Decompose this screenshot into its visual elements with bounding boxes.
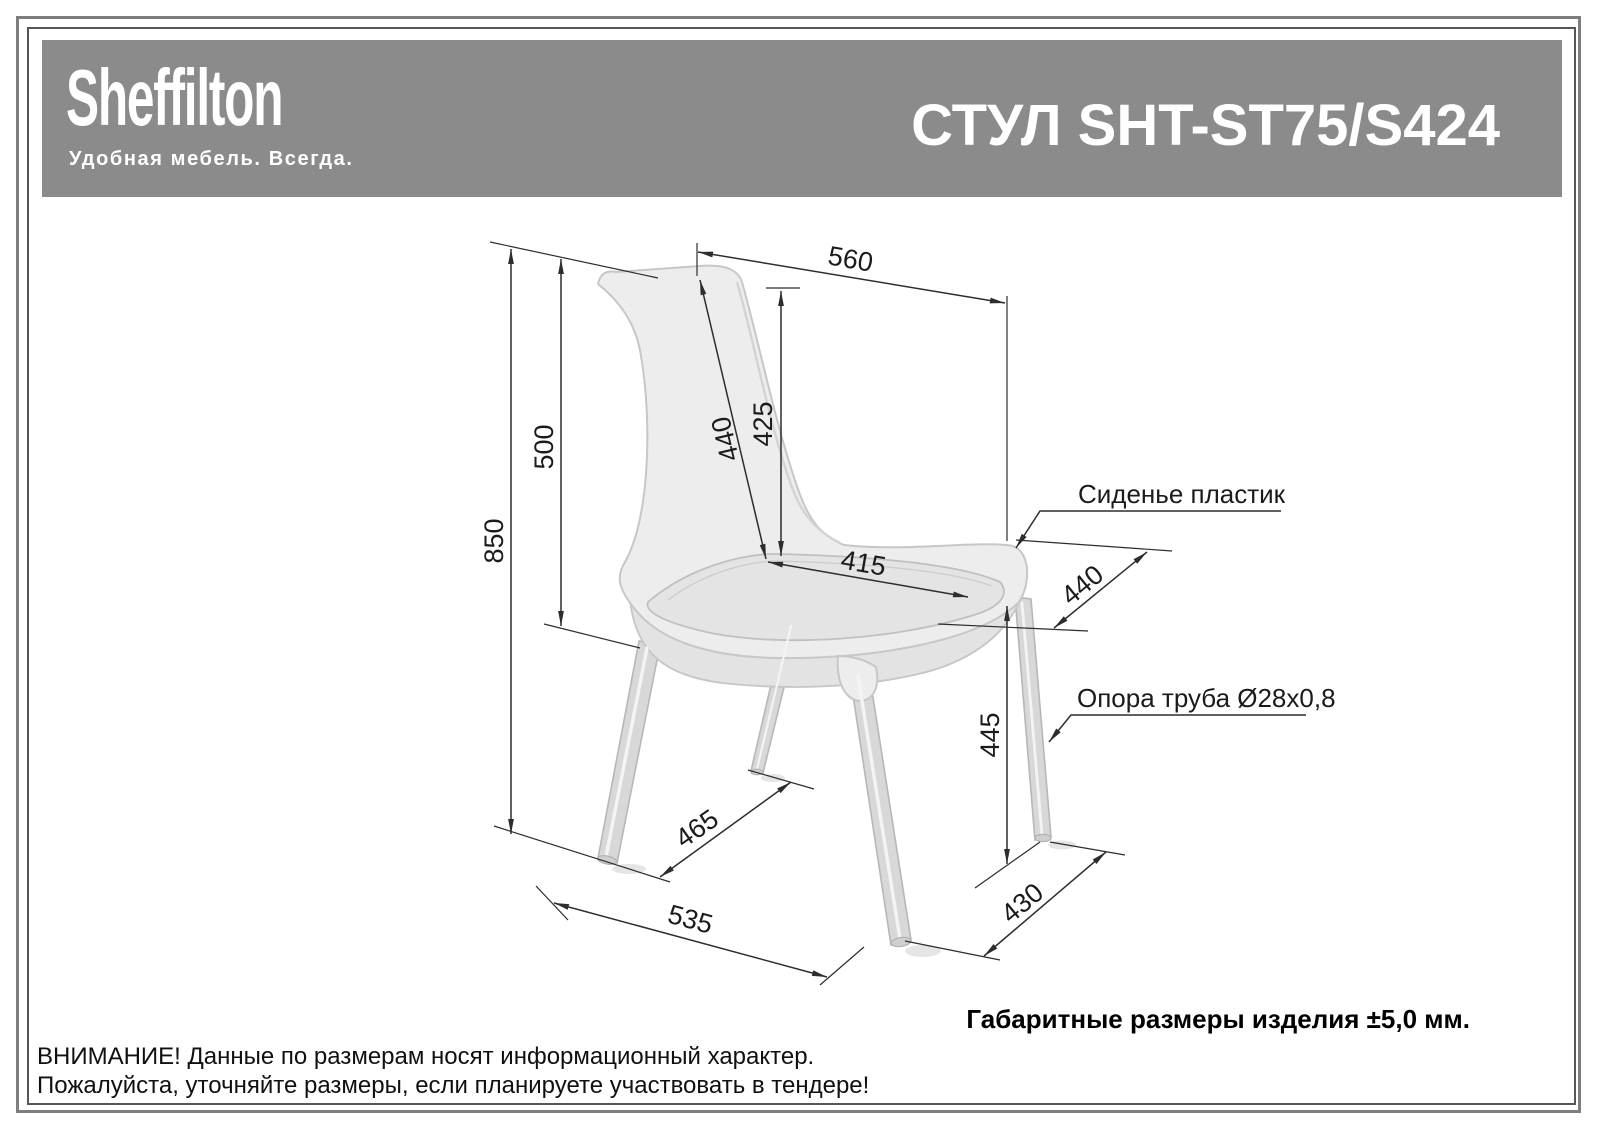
chair-illustration [597, 266, 1076, 957]
leg-highlight-front-right [858, 676, 900, 939]
dim-value-465: 465 [669, 803, 724, 854]
brand-logo: Sheffilton [66, 53, 283, 142]
brand-tagline: Удобная мебель. Всегда. [69, 148, 354, 170]
dimension-footprint-front [536, 886, 864, 985]
dim-value-445: 445 [975, 712, 1005, 758]
dim-value-850: 850 [479, 518, 509, 564]
chair-leg-front-left [598, 641, 660, 863]
dimension-footprint-side [660, 770, 814, 877]
dimension-total-height [479, 249, 511, 834]
product-title: СТУЛ SHT-ST75/S424 [911, 93, 1500, 158]
callout-leg-support [1049, 683, 1336, 742]
callout-seat-material [1016, 479, 1286, 548]
warning-line-1: ВНИМАНИЕ! Данные по размерам носят информационный характер. [37, 1043, 815, 1070]
label-seat-material: Сиденье пластик [1078, 479, 1286, 509]
dim-value-440-seat: 440 [1055, 559, 1110, 611]
dim-value-425: 425 [748, 401, 778, 447]
dim-value-535: 535 [664, 898, 717, 940]
extension-ground-left [494, 826, 670, 882]
dim-value-500: 500 [529, 424, 559, 470]
dim-value-430: 430 [995, 877, 1050, 930]
dim-value-440-back: 440 [705, 413, 746, 465]
label-leg-support: Опора труба Ø28x0,8 [1077, 683, 1336, 713]
dim-value-560: 560 [825, 240, 876, 278]
tolerance-note: Габаритные размеры изделия ±5,0 мм. [966, 1004, 1470, 1034]
dim-value-415: 415 [838, 544, 889, 582]
extension-top [490, 242, 658, 278]
leg-highlight-front-left [606, 648, 647, 857]
warning-note [37, 1042, 869, 1101]
warning-line-2: Пожалуйста, уточняйте размеры, если планируете участвовать в тендере! [37, 1072, 870, 1100]
foot-rear-right [1035, 834, 1051, 841]
